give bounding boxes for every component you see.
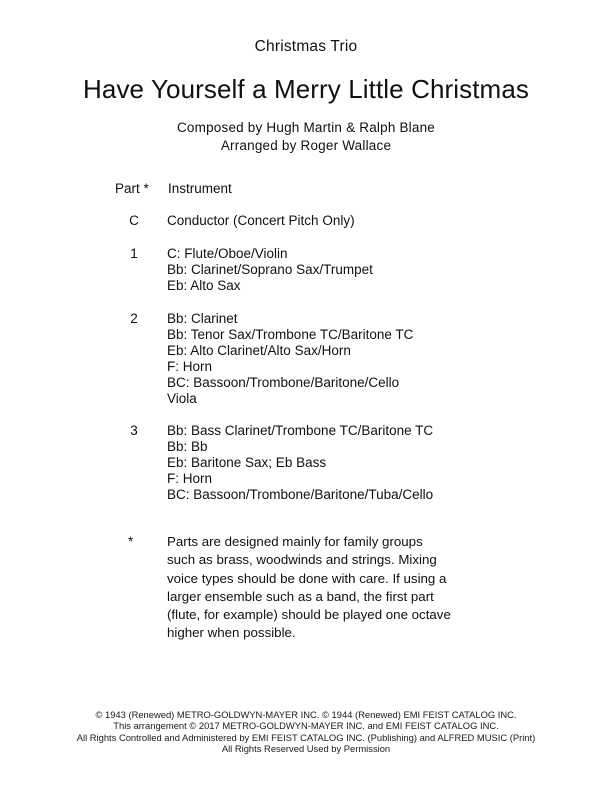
part-number: 1: [130, 246, 138, 261]
instrument-line: Bb: Bass Clarinet/Trombone TC/Baritone TC: [167, 423, 434, 438]
composer-credit: Composed by Hugh Martin & Ralph Blane: [176, 120, 436, 135]
arranger-credit: Arranged by Roger Wallace: [220, 138, 392, 153]
footnote-line: higher when possible.: [167, 625, 296, 641]
footnote-line: voice types should be done with care. If using a: [167, 570, 447, 586]
instrument-line: F: Horn: [167, 359, 213, 375]
instrument-line: BC: Bassoon/Trombone/Baritone/Cello: [167, 375, 400, 391]
instrument-line: Bb: Tenor Sax/Trombone TC/Baritone TC: [167, 327, 414, 343]
footnote-line: (flute, for example) should be played one octave: [167, 607, 451, 623]
footnote-line: larger ensemble such as a band, the first part: [167, 588, 434, 604]
copyright-line: All Rights Reserved Used by Permission: [221, 743, 391, 755]
instrument-line: Bb: Clarinet/Soprano Sax/Trumpet: [167, 262, 373, 278]
copyright-line: © 1943 (Renewed) METRO-GOLDWYN-MAYER INC. © 1944 (Renewed) EMI FEIST CATALOG INC.: [95, 709, 517, 720]
instrument-list: [167, 213, 355, 229]
instrument-line: BC: Bassoon/Trombone/Baritone/Tuba/Cello: [167, 487, 434, 503]
instrument-line: Conductor (Concert Pitch Only): [167, 213, 355, 228]
footnote-line: Parts are designed mainly for family groups: [167, 534, 423, 549]
copyright-footer: [0, 709, 612, 755]
copyright-line: This arrangement © 2017 METRO-GOLDWYN-MAYER INC. and EMI FEIST CATALOG INC.: [113, 720, 499, 732]
column-header-instrument: Instrument: [168, 181, 232, 196]
instrument-line: Bb: Clarinet: [167, 311, 238, 326]
instrument-line: Eb: Alto Sax: [167, 278, 241, 294]
series-title: Christmas Trio: [254, 38, 358, 55]
part-number: C: [129, 213, 139, 228]
instrument-line: Bb: Bb: [167, 439, 208, 455]
column-header-part: Part *: [115, 181, 149, 196]
instrument-line: Eb: Alto Clarinet/Alto Sax/Horn: [167, 343, 351, 359]
instrument-line: Eb: Baritone Sax; Eb Bass: [167, 455, 327, 471]
instrument-line: F: Horn: [167, 471, 213, 487]
footnote-line: such as brass, woodwinds and strings. Mixing: [167, 552, 437, 568]
instrument-list: [167, 246, 373, 294]
page-title: Have Yourself a Merry Little Christmas: [83, 74, 529, 104]
copyright-line: All Rights Controlled and Administered by EMI FEIST CATALOG INC. (Publishing) and ALFRED MUSIC (Print): [76, 731, 536, 743]
instrument-list: [167, 423, 433, 503]
footnote-text: [167, 533, 467, 643]
part-number: 2: [130, 311, 138, 326]
instrument-list: [167, 311, 413, 408]
instrument-line: C: Flute/Oboe/Violin: [167, 246, 288, 261]
footnote-marker: *: [128, 534, 134, 549]
part-number: 3: [130, 423, 138, 438]
instrument-line: Viola: [167, 391, 197, 407]
